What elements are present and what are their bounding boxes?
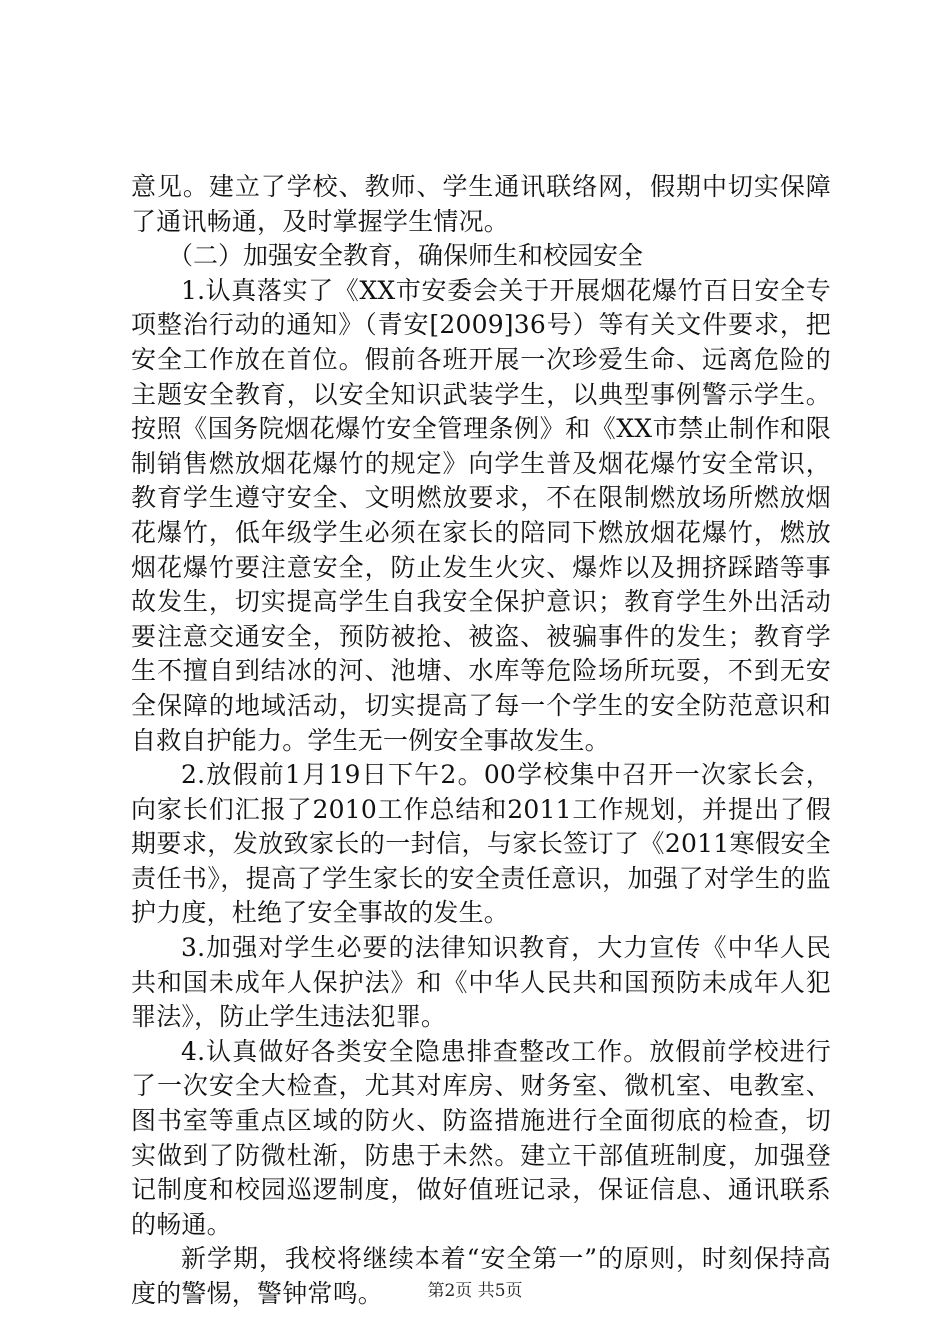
paragraph-item-3: 3.加强对学生必要的法律知识教育，大力宣传《中华人民共和国未成年人保护法》和《中华人民共和国预防未成年人犯罪法》，防止学生违法犯罪。 [131, 933, 831, 1032]
paragraph-conclusion: 新学期，我校将继续本着“安全第一”的原则，时刻保持高度的警惕，警钟常鸣。 [131, 1244, 831, 1308]
paragraph-continuation: 意见。建立了学校、教师、学生通讯联络网，假期中切实保障了通讯畅通，及时掌握学生情况。 [131, 172, 831, 236]
paragraph-item-2: 2.放假前1月19日下午2。00学校集中召开一次家长会，向家长们汇报了2010工作总结和2011工作规划，并提出了假期要求，发放致家长的一封信，与家长签订了《2011寒假安全责任书》，提高了学生家长的安全责任意识，加强了对学生的监护力度，杜绝了安全事故的发生。 [131, 760, 831, 928]
paragraph-item-1: 1.认真落实了《XX市安委会关于开展烟花爆竹百日安全专项整治行动的通知》（青安[2009]36号）等有关文件要求，把安全工作放在首位。假前各班开展一次珍爱生命、远离危险的主题安全教育，以安全知识武装学生，以典型事例警示学生。按照《国务院烟花爆竹安全管理条例》和《XX市禁止制作和限制销售燃放烟花爆竹的规定》向学生普及烟花爆竹安全常识，教育学生遵守安全、文明燃放要求，不在限制燃放场所燃放烟花爆竹，低年级学生必须在家长的陪同下燃放烟花爆竹，燃放烟花爆竹要注意安全，防止发生火灾、爆炸以及拥挤踩踏等事故发生，切实提高学生自我安全保护意识；教育学生外出活动要注意交通安全，预防被抢、被盗、被骗事件的发生；教育学生不擅自到结冰的河、池塘、水库等危险场所玩耍，不到无安全保障的地域活动，切实提高了每一个学生的安全防范意识和自救自护能力。学生无一例安全事故发生。 [131, 275, 831, 755]
document-body [131, 170, 831, 1312]
section-heading: （二）加强安全教育，确保师生和校园安全 [168, 241, 644, 271]
page-footer: 第2页 共5页 [427, 1281, 523, 1301]
paragraph-item-4: 4.认真做好各类安全隐患排查整改工作。放假前学校进行了一次安全大检查，尤其对库房、财务室、微机室、电教室、图书室等重点区域的防火、防盗措施进行全面彻底的检查，切实做到了防微杜渐，防患于未然。建立干部值班制度，加强登记制度和校园巡逻制度，做好值班记录，保证信息、通讯联系的畅通。 [131, 1036, 831, 1239]
